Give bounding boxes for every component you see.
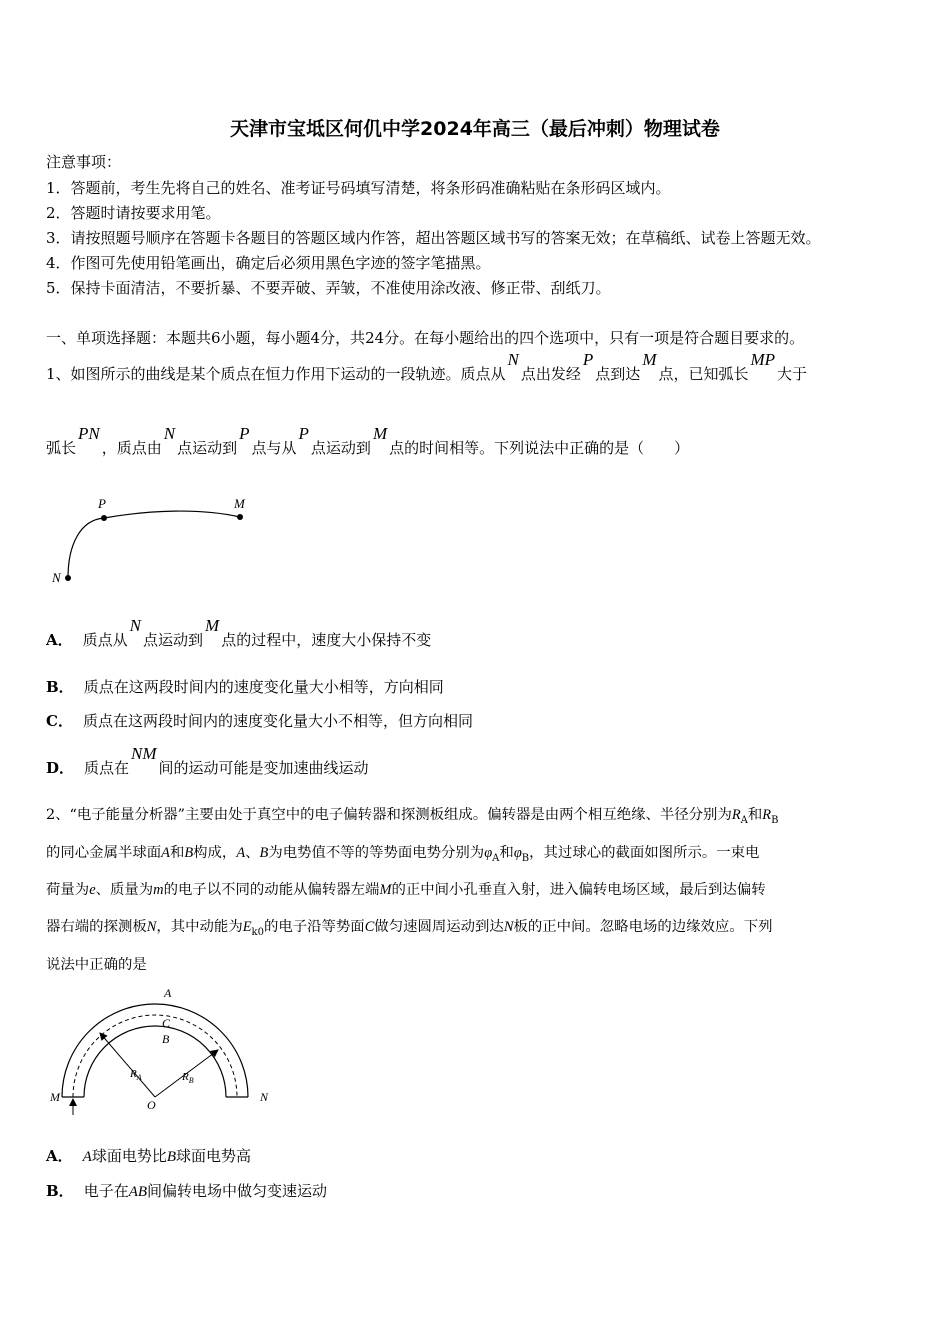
notice-item-2: 2．答题时请按要求用笔。: [46, 204, 221, 222]
q1-option-d[interactable]: D． 质点在NM间的运动可能是变加速曲线运动: [46, 744, 369, 777]
inner-hemisphere-B: [84, 1026, 226, 1097]
label-O: O: [147, 1098, 156, 1112]
q1-option-c[interactable]: C． 质点在这两段时间内的速度变化量大小不相等，但方向相同: [46, 712, 473, 730]
notice-item-3: 3．请按照题号顺序在答题卡各题目的答题区域内作答，超出答题区域书写的答案无效；在草稿纸、试卷上答题无效。: [46, 229, 821, 247]
label-C: C: [162, 1016, 171, 1030]
label-B: B: [162, 1032, 170, 1046]
q2-stem-line5: 说法中正确的是: [46, 957, 147, 973]
q2-option-b[interactable]: B． 电子在AB间偏转电场中做匀变速运动: [46, 1182, 328, 1200]
label-N: N: [52, 570, 61, 585]
q2-option-a[interactable]: A． A球面电势比B球面电势高: [46, 1147, 252, 1165]
label-P: P: [98, 496, 106, 511]
q2-stem-line3: 荷量为e、质量为m的电子以不同的动能从偏转器左端M的正中间小孔垂直入射，进入偏转电场区域，最后到达偏转: [46, 882, 766, 898]
page-title: 天津市宝坻区何仉中学2024年高三（最后冲刺）物理试卷: [230, 118, 720, 140]
q2-stem-line1: 2、“电子能量分析器”主要由处于真空中的电子偏转器和探测板组成。偏转器是由两个相互绝缘、半径分别为$R_A$和$R_B$: [46, 807, 779, 826]
label-RB: $R_B$: [182, 1071, 194, 1085]
point-N: [65, 575, 71, 581]
q1-option-b[interactable]: B． 质点在这两段时间内的速度变化量大小相等，方向相同: [46, 678, 444, 696]
notice-item-1: 1．答题前，考生先将自己的姓名、准考证号码填写清楚，将条形码准确粘贴在条形码区域内。: [46, 179, 671, 197]
trajectory-curve: [68, 511, 240, 578]
q1-stem-line1: 1、如图所示的曲线是某个质点在恒力作用下运动的一段轨迹。质点从N点出发经P点到达M点，已知弧长MP大于: [46, 350, 808, 383]
point-M: [237, 514, 243, 520]
outer-hemisphere-A: [62, 1004, 248, 1097]
radius-RA: [100, 1033, 155, 1097]
section-heading: 一、单项选择题：本题共6小题，每小题4分，共24分。在每小题给出的四个选项中，只有一项是符合题目要求的。: [46, 329, 805, 347]
q2-deflector-figure: [40, 985, 290, 1115]
q1-option-a[interactable]: A． 质点从N点运动到M点的过程中，速度大小保持不变: [46, 616, 432, 649]
notice-item-4: 4．作图可先使用铅笔画出，确定后必须用黑色字迹的签字笔描黑。: [46, 254, 491, 272]
label-A: A: [164, 986, 172, 1000]
notice-item-5: 5．保持卡面清洁，不要折暴、不要弄破、弄皱，不准使用涂改液、修正带、刮纸刀。: [46, 279, 611, 297]
point-P: [101, 515, 107, 521]
q1-trajectory-figure: [40, 490, 270, 590]
label-RA: $R_A$: [130, 1068, 142, 1082]
notice-heading: 注意事项：: [46, 153, 122, 171]
q1-stem-line2: 弧长PN，质点由N点运动到P点与从P点运动到M点的时间相等。下列说法中正确的是（ ）: [46, 424, 690, 457]
label-M: M: [234, 496, 245, 511]
label-M: M: [50, 1090, 60, 1104]
q2-stem-line4: 器右端的探测板N，其中动能为$E_{k0}$的电子沿等势面C做匀速圆周运动到达N板的正中间。忽略电场的边缘效应。下列: [46, 919, 773, 938]
q2-stem-line2: 的同心金属半球面A和B构成，A、B为电势值不等的等势面电势分别为$\varphi_A$和$\varphi_B$，其过球心的截面如图所示。一束电: [46, 845, 760, 864]
label-N: N: [260, 1090, 269, 1104]
